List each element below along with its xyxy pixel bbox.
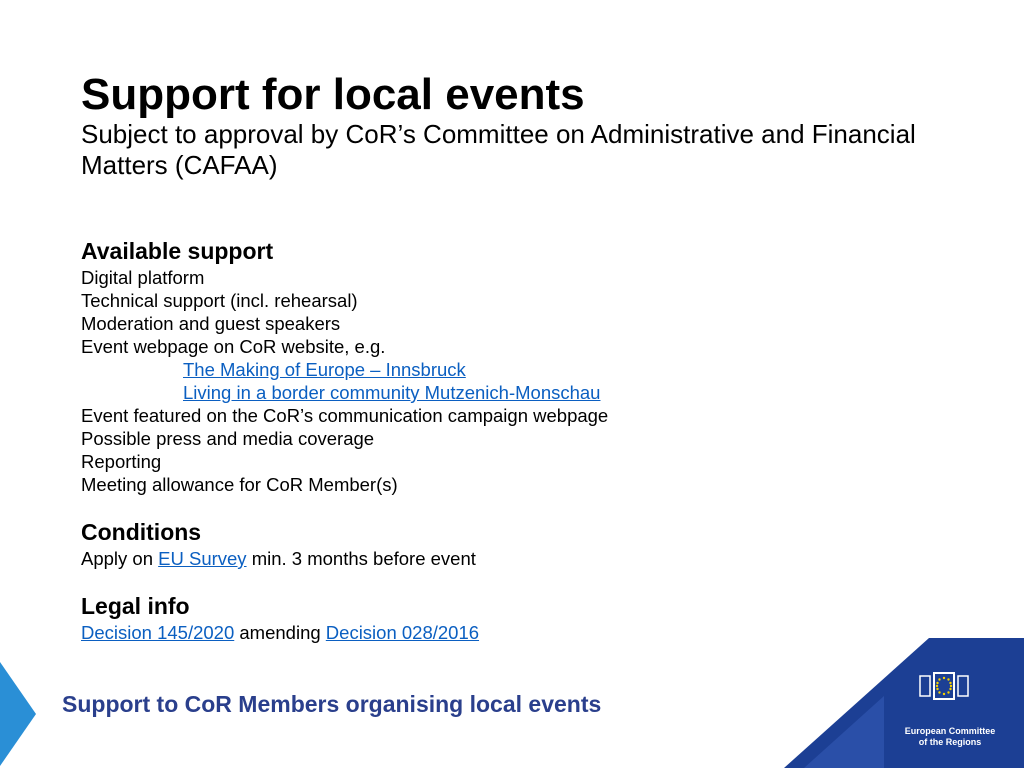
slide-subtitle: Subject to approval by CoR’s Committee on Administrative and Financial Matters (CAFAA) xyxy=(81,119,916,180)
legal-info-middle: amending xyxy=(234,622,326,643)
list-item: Event featured on the CoR’s communication campaign webpage xyxy=(81,405,609,426)
list-item: Digital platform xyxy=(81,267,205,288)
link-making-of-europe-innsbruck[interactable]: The Making of Europe – Innsbruck xyxy=(183,359,466,380)
list-item: Moderation and guest speakers xyxy=(81,313,341,334)
list-item xyxy=(81,358,608,381)
list-item: Meeting allowance for CoR Member(s) xyxy=(81,474,398,495)
conditions-text-before: Apply on xyxy=(81,548,159,569)
slide-title: Support for local events xyxy=(81,70,585,119)
link-decision-028-2016[interactable]: Decision 028/2016 xyxy=(325,622,480,643)
decorative-left-tab xyxy=(0,662,40,766)
brand-corner-graphic xyxy=(784,638,1024,768)
list-item: Reporting xyxy=(81,451,162,472)
cor-logo-text xyxy=(890,726,1010,748)
link-border-community-mutzenich-monschau[interactable]: Living in a border community Mutzenich-Monschau xyxy=(183,382,601,403)
conditions-text xyxy=(81,547,476,570)
logo-line-2: of the Regions xyxy=(918,737,982,747)
list-item: Event webpage on CoR website, e.g. xyxy=(81,336,386,357)
legal-info-heading: Legal info xyxy=(81,593,190,619)
link-decision-145-2020[interactable]: Decision 145/2020 xyxy=(81,622,235,643)
conditions-text-after: min. 3 months before event xyxy=(246,548,476,569)
list-item xyxy=(81,381,608,404)
link-eu-survey[interactable]: EU Survey xyxy=(158,548,247,569)
available-support-heading: Available support xyxy=(81,238,274,264)
logo-line-1: European Committee xyxy=(904,726,996,736)
legal-info-text xyxy=(81,621,479,644)
available-support-list xyxy=(81,266,608,496)
list-item: Possible press and media coverage xyxy=(81,428,375,449)
list-item: Technical support (incl. rehearsal) xyxy=(81,290,358,311)
conditions-heading: Conditions xyxy=(81,519,202,545)
footer-title: Support to CoR Members organising local events xyxy=(62,691,602,717)
